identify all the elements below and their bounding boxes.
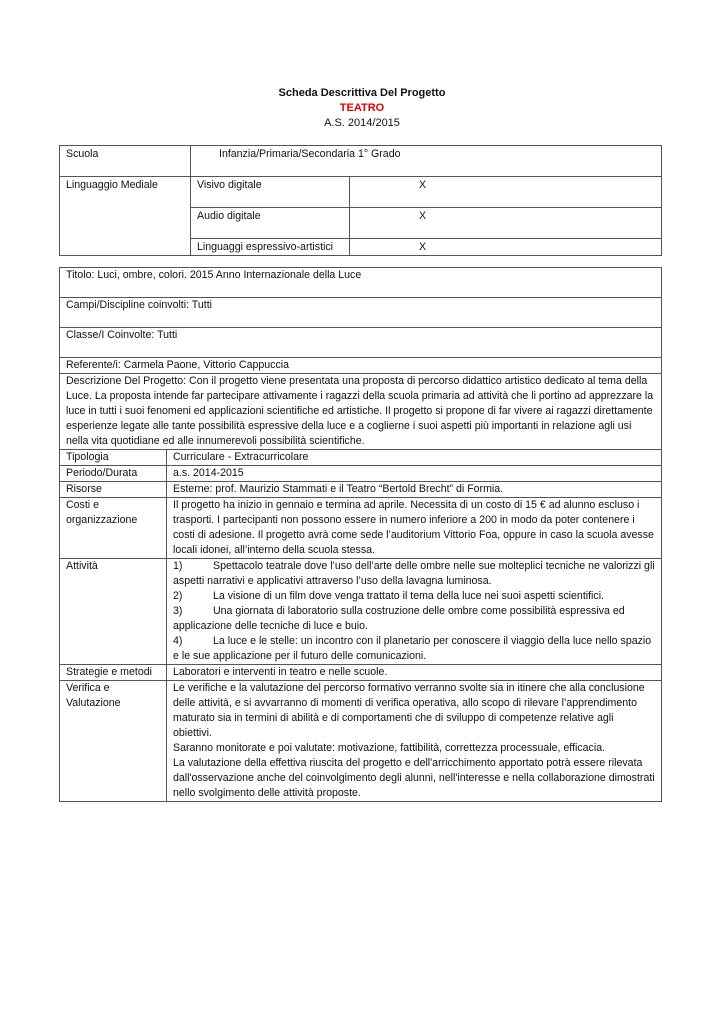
- attivita-item-text: La visione di un film dove venga trattato il tema della luce nei suoi aspetti scientifici.: [213, 590, 605, 602]
- titolo-cell: Titolo: Luci, ombre, colori. 2015 Anno Internazionale della Luce: [60, 268, 662, 298]
- document-header: [0, 86, 724, 131]
- school-table: [59, 145, 662, 256]
- campi-cell: Campi/Discipline coinvolti: Tutti: [60, 298, 662, 328]
- periodo-value: a.s. 2014-2015: [167, 466, 662, 482]
- attivita-list: [167, 559, 662, 665]
- tipologia-label: Tipologia: [60, 450, 167, 466]
- verifica-paragraph: Saranno monitorate e poi valutate: motivazione, fattibilità, correttezza processuale, efficacia.: [173, 742, 606, 754]
- media-row-mark: X: [350, 208, 662, 239]
- attivita-item-number: 4): [173, 635, 183, 647]
- risorse-label: Risorse: [60, 482, 167, 498]
- document-title: Scheda Descrittiva Del Progetto: [278, 87, 446, 99]
- linguaggio-label: Linguaggio Mediale: [60, 177, 191, 256]
- media-row-name: Linguaggi espressivo-artistici: [191, 239, 350, 256]
- attivita-item-number: 1): [173, 560, 183, 572]
- media-row-name: Visivo digitale: [191, 177, 350, 208]
- attivita-item: [173, 604, 655, 634]
- attivita-item-number: 2): [173, 590, 183, 602]
- costi-value: Il progetto ha inizio in gennaio e termina ad aprile. Necessita di un costo di 15 € ad alunno escluso i trasporti. I partecipanti non possono essere in numero inferiore a 200 in modo da poter contenere i costi di adesione. Il progetto avrà come sede l’auditorium Vittorio Foa, oppure in caso la scuola avesse locali idonei, all’interno della scuola stessa.: [167, 498, 662, 559]
- verifica-paragraph: La valutazione della effettiva riuscita del progetto e dell'arricchimento apportato potrà essere rilevata dall'osservazione anche del coinvolgimento degli alunni, nell'interesse e nella collaborazione dimostrati nello svolgimento delle attività proposte.: [173, 757, 655, 799]
- verifica-value: [167, 681, 662, 802]
- referenti-cell: Referente/i: Carmela Paone, Vittorio Cappuccia: [60, 358, 662, 374]
- risorse-value: Esterne: prof. Maurizio Stammati e il Teatro “Bertold Brecht” di Formia.: [167, 482, 662, 498]
- scuola-label: Scuola: [60, 146, 191, 177]
- costi-label: Costi e organizzazione: [60, 498, 167, 559]
- attivita-item-number: 3): [173, 605, 183, 617]
- attivita-item-text: Spettacolo teatrale dove l’uso dell’arte delle ombre nelle sue molteplici tecniche ne valorizzi gli aspetti narrativi e applicativi attraverso l’uso della lavagna luminosa.: [173, 560, 655, 587]
- scuola-value: Infanzia/Primaria/Secondaria 1° Grado: [191, 146, 662, 177]
- media-row-name: Audio digitale: [191, 208, 350, 239]
- descrizione-cell: Descrizione Del Progetto: Con il progetto viene presentata una proposta di percorso didattico artistico dedicato al tema della Luce. La proposta intende far partecipare attivamente i ragazzi della scuola primaria ad attività che li portino ad apprezzare la luce in tutti i suoi fenomeni ed applicazioni scientifiche ed artistiche. Il progetto si propone di far vivere ai ragazzi direttamente esperienze legate alle tante possibilità espressive della luce e a coglierne i suoi aspetti più importanti in relazione agli usi nella vita quotidiane ed alle innumerevoli possibilità scientifiche.: [60, 374, 662, 450]
- project-table: [59, 267, 662, 802]
- attivita-item: [173, 634, 655, 664]
- verifica-paragraph: Le verifiche e la valutazione del percorso formativo verranno svolte sia in itinere che alla conclusione delle attività, e si avvarranno di momenti di verifica operativa, allo scopo di rilevare l’apprendimento maturato sia in termini di abilità e di comportamenti che di sviluppo di competenze relative agli obiettivi.: [173, 682, 645, 739]
- attivita-item: [173, 559, 655, 589]
- attivita-item: [173, 589, 655, 604]
- strategie-value: Laboratori e interventi in teatro e nelle scuole.: [167, 665, 662, 681]
- school-year: A.S. 2014/2015: [324, 117, 400, 129]
- attivita-item-text: La luce e le stelle: un incontro con il planetario per conoscere il viaggio della luce nello spazio e le sue applicazione per il futuro delle comunicazioni.: [173, 635, 652, 662]
- classi-cell: Classe/I Coinvolte: Tutti: [60, 328, 662, 358]
- attivita-label: Attività: [60, 559, 167, 665]
- tipologia-value: Curriculare - Extracurricolare: [167, 450, 662, 466]
- verifica-label: Verifica e Valutazione: [60, 681, 167, 802]
- periodo-label: Periodo/Durata: [60, 466, 167, 482]
- media-row-mark: X: [350, 177, 662, 208]
- document-subtitle: TEATRO: [339, 102, 385, 114]
- media-row-mark: X: [350, 239, 662, 256]
- attivita-item-text: Una giornata di laboratorio sulla costruzione delle ombre come possibilità espressiva ed applicazione delle tecniche di luce e buio.: [173, 605, 625, 632]
- strategie-label: Strategie e metodi: [60, 665, 167, 681]
